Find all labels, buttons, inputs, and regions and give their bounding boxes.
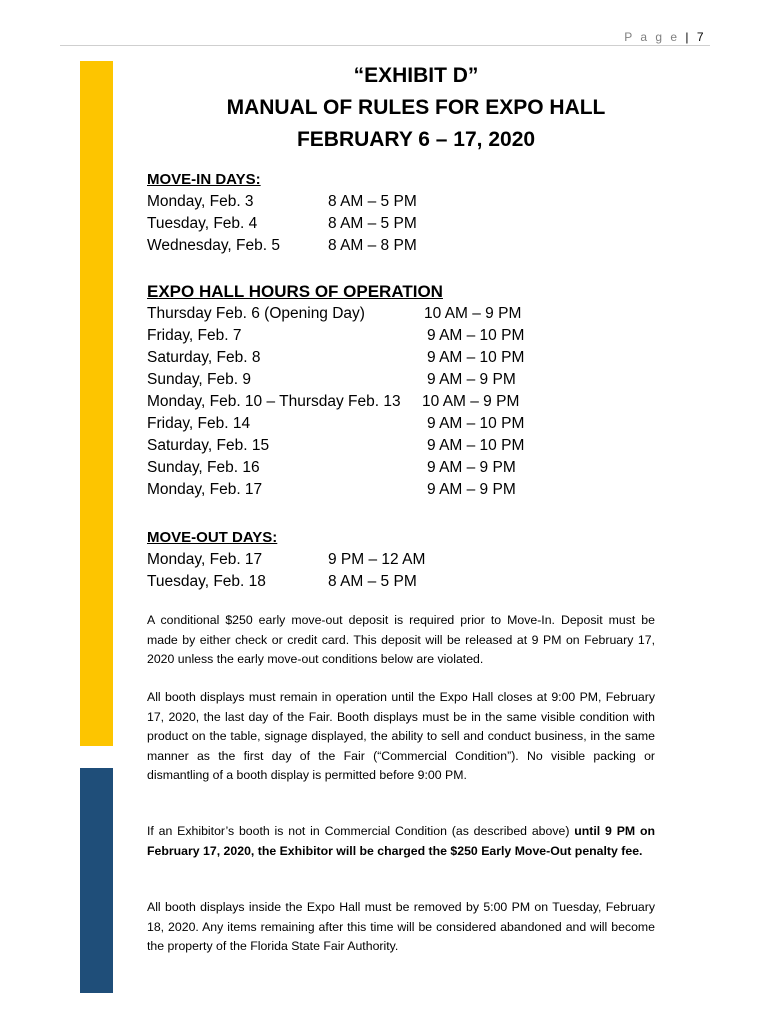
hours-heading: EXPO HALL HOURS OF OPERATION [147, 282, 443, 301]
schedule-row [147, 391, 520, 413]
schedule-time: 8 AM – 8 PM [328, 237, 417, 254]
removal-paragraph: All booth displays inside the Expo Hall must be removed by 5:00 PM on Tuesday, February 18, 2020. Any items remaining after this time will be considered abandoned and will become the property of the Florida State Fair Authority. [147, 900, 655, 953]
schedule-time: 10 AM – 9 PM [424, 305, 522, 322]
schedule-time: 9 AM – 9 PM [427, 459, 516, 476]
schedule-day: Monday, Feb. 17 [147, 551, 263, 568]
title-line-3: FEBRUARY 6 – 17, 2020 [296, 128, 536, 151]
schedule-row [147, 303, 522, 325]
deposit-paragraph: A conditional $250 early move-out deposit is required prior to Move-In. Deposit must be made by either check or credit card. This deposit will be released at 9 PM on February 17, 2020 unless the early move-out conditions below are violated. [147, 613, 655, 666]
yellow-side-bar [80, 61, 113, 746]
penalty-paragraph [147, 822, 655, 861]
schedule-day: Saturday, Feb. 8 [147, 349, 261, 366]
schedule-day: Tuesday, Feb. 18 [147, 573, 266, 590]
page-header [60, 30, 710, 46]
penalty-bold-text: until 9 PM on February 17, 2020, the Exhibitor will be charged the $250 Early Move-Out penalty fee. [147, 824, 655, 858]
schedule-row [147, 347, 525, 369]
schedule-day: Wednesday, Feb. 5 [147, 237, 280, 254]
move-out-heading: MOVE-OUT DAYS: [147, 529, 278, 546]
blue-side-bar [80, 768, 113, 993]
schedule-day: Friday, Feb. 7 [147, 327, 242, 344]
schedule-row [147, 213, 417, 235]
schedule-time: 9 AM – 10 PM [427, 437, 525, 454]
schedule-row [147, 235, 417, 257]
schedule-row [147, 457, 516, 479]
schedule-time: 9 AM – 10 PM [427, 349, 525, 366]
booth-display-paragraph: All booth displays must remain in operation until the Expo Hall closes at 9:00 PM, February 17, 2020, the last day of the Fair. Booth displays must be in the same visible condition with product on the table, signage displayed, the ability to sell and conduct business, in the same manner as the first day of the Fair (“Commercial Condition”). No visible packing or dismantling of a booth display is permitted before 9:00 PM. [147, 690, 655, 782]
schedule-day: Sunday, Feb. 16 [147, 459, 260, 476]
schedule-time: 9 AM – 9 PM [427, 371, 516, 388]
page-number: P a g e | 7 [624, 30, 706, 44]
penalty-text: If an Exhibitor’s booth is not in Commercial Condition (as described above) [147, 824, 575, 838]
schedule-row [147, 369, 516, 391]
schedule-day: Thursday Feb. 6 (Opening Day) [147, 305, 365, 322]
schedule-row [147, 435, 525, 457]
schedule-day: Sunday, Feb. 9 [147, 371, 251, 388]
schedule-row [147, 325, 525, 347]
schedule-time: 9 AM – 10 PM [427, 327, 525, 344]
schedule-day: Saturday, Feb. 15 [147, 437, 270, 454]
document-title [146, 60, 686, 156]
schedule-time: 10 AM – 9 PM [422, 393, 520, 410]
schedule-row [147, 549, 426, 571]
schedule-day: Tuesday, Feb. 4 [147, 215, 258, 232]
schedule-row [147, 479, 516, 501]
schedule-time: 8 AM – 5 PM [328, 573, 417, 590]
schedule-day: Friday, Feb. 14 [147, 415, 251, 432]
schedule-day: Monday, Feb. 3 [147, 193, 254, 210]
move-in-section [147, 169, 417, 257]
schedule-row [147, 571, 417, 593]
move-in-heading: MOVE-IN DAYS: [147, 171, 261, 188]
title-line-1: “EXHIBIT D” [353, 64, 479, 87]
move-out-section [147, 527, 426, 593]
schedule-row [147, 191, 417, 213]
schedule-time: 8 AM – 5 PM [328, 215, 417, 232]
schedule-time: 9 PM – 12 AM [328, 551, 426, 568]
schedule-day: Monday, Feb. 10 – Thursday Feb. 13 [147, 393, 401, 410]
schedule-time: 8 AM – 5 PM [328, 193, 417, 210]
schedule-row [147, 413, 525, 435]
schedule-day: Monday, Feb. 17 [147, 481, 263, 498]
page-number-value: 7 [696, 30, 706, 44]
schedule-time: 9 AM – 10 PM [427, 415, 525, 432]
hours-section [147, 281, 525, 501]
page-label: P a g e [624, 30, 680, 44]
schedule-time: 9 AM – 9 PM [427, 481, 516, 498]
title-line-2: MANUAL OF RULES FOR EXPO HALL [226, 96, 606, 119]
